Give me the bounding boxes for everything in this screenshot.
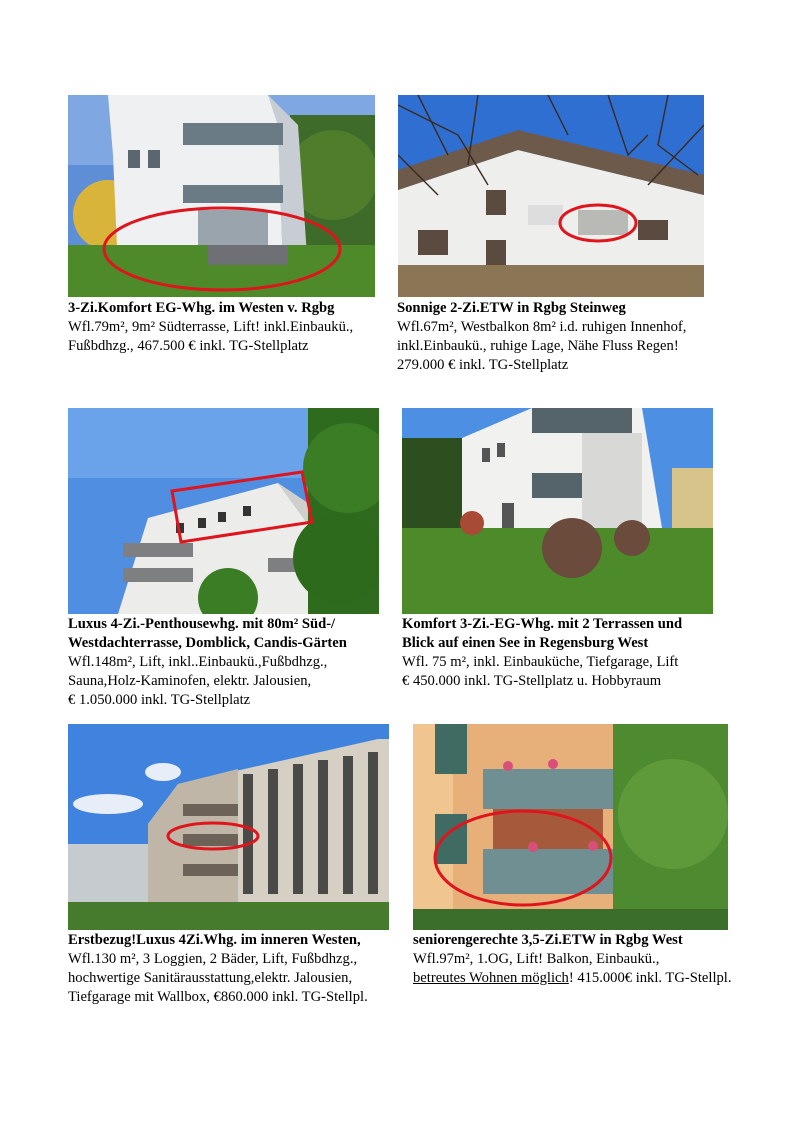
listing-2-line-3: 279.000 € inkl. TG-Stellplatz (397, 357, 569, 373)
assisted-living-link[interactable]: betreutes Wohnen möglich (413, 970, 569, 986)
listing-4-text (402, 615, 682, 691)
listing-3-text (68, 615, 347, 710)
listing-4-title-line-1: Komfort 3-Zi.-EG-Whg. mit 2 Terrassen und (402, 616, 683, 632)
listing-3-line-2: Sauna,Holz-Kaminofen, elektr. Jalousien, (68, 673, 312, 689)
listing-3-title-line-2: Westdachterrasse, Domblick, Candis-Gärten (68, 635, 347, 651)
listing-6-photo (413, 724, 728, 930)
listing-6-title: seniorengerechte 3,5-Zi.ETW in Rgbg West (413, 932, 683, 948)
listing-2-text (397, 299, 686, 375)
listing-4-line-2: € 450.000 inkl. TG-Stellplatz u. Hobbyraum (402, 673, 662, 689)
listing-4-photo (402, 408, 713, 614)
listing-3-title-line-1: Luxus 4-Zi.-Penthousewhg. mit 80m² Süd-/ (68, 616, 336, 632)
listing-2-line-2: inkl.Einbaukü., ruhige Lage, Nähe Fluss Regen! (397, 338, 679, 354)
listing-5-line-1: Wfl.130 m², 3 Loggien, 2 Bäder, Lift, Fußbdhzg., (68, 951, 358, 967)
listing-5-text (68, 931, 368, 1007)
listing-1-line-1: Wfl.79m², 9m² Südterrasse, Lift! inkl.Einbaukü., (68, 319, 354, 335)
listing-2-line-1: Wfl.67m², Westbalkon 8m² i.d. ruhigen Innenhof, (397, 319, 687, 335)
listing-2-photo (398, 95, 704, 297)
listing-5-line-3: Tiefgarage mit Wallbox, €860.000 inkl. TG-Stellpl. (68, 989, 368, 1005)
listing-4-title-line-2: Blick auf einen See in Regensburg West (402, 635, 649, 651)
listing-5-photo (68, 724, 389, 930)
listing-6-line-1: Wfl.97m², 1.OG, Lift! Balkon, Einbaukü., (413, 951, 660, 967)
listing-4-line-1: Wfl. 75 m², inkl. Einbauküche, Tiefgarage, Lift (402, 654, 679, 670)
listing-3-line-1: Wfl.148m², Lift, inkl..Einbaukü.,Fußbdhzg., (68, 654, 328, 670)
listing-1-text (68, 299, 353, 356)
listing-3-photo (68, 408, 379, 614)
listing-1-line-2: Fußbdhzg., 467.500 € inkl. TG-Stellplatz (68, 338, 309, 354)
listing-2-title: Sonnige 2-Zi.ETW in Rgbg Steinweg (397, 300, 626, 316)
listing-6-line-2 (413, 969, 732, 988)
listing-6-text (413, 931, 732, 988)
listing-3-line-3: € 1.050.000 inkl. TG-Stellplatz (68, 692, 251, 708)
listing-6-price: ! 415.000€ inkl. TG-Stellpl. (568, 970, 732, 986)
listing-5-title: Erstbezug!Luxus 4Zi.Whg. im inneren Westen, (68, 932, 361, 948)
listing-5-line-2: hochwertige Sanitärausstattung,elektr. Jalousien, (68, 970, 353, 986)
listing-1-title: 3-Zi.Komfort EG-Whg. im Westen v. Rgbg (68, 300, 335, 316)
listing-1-photo (68, 95, 375, 297)
